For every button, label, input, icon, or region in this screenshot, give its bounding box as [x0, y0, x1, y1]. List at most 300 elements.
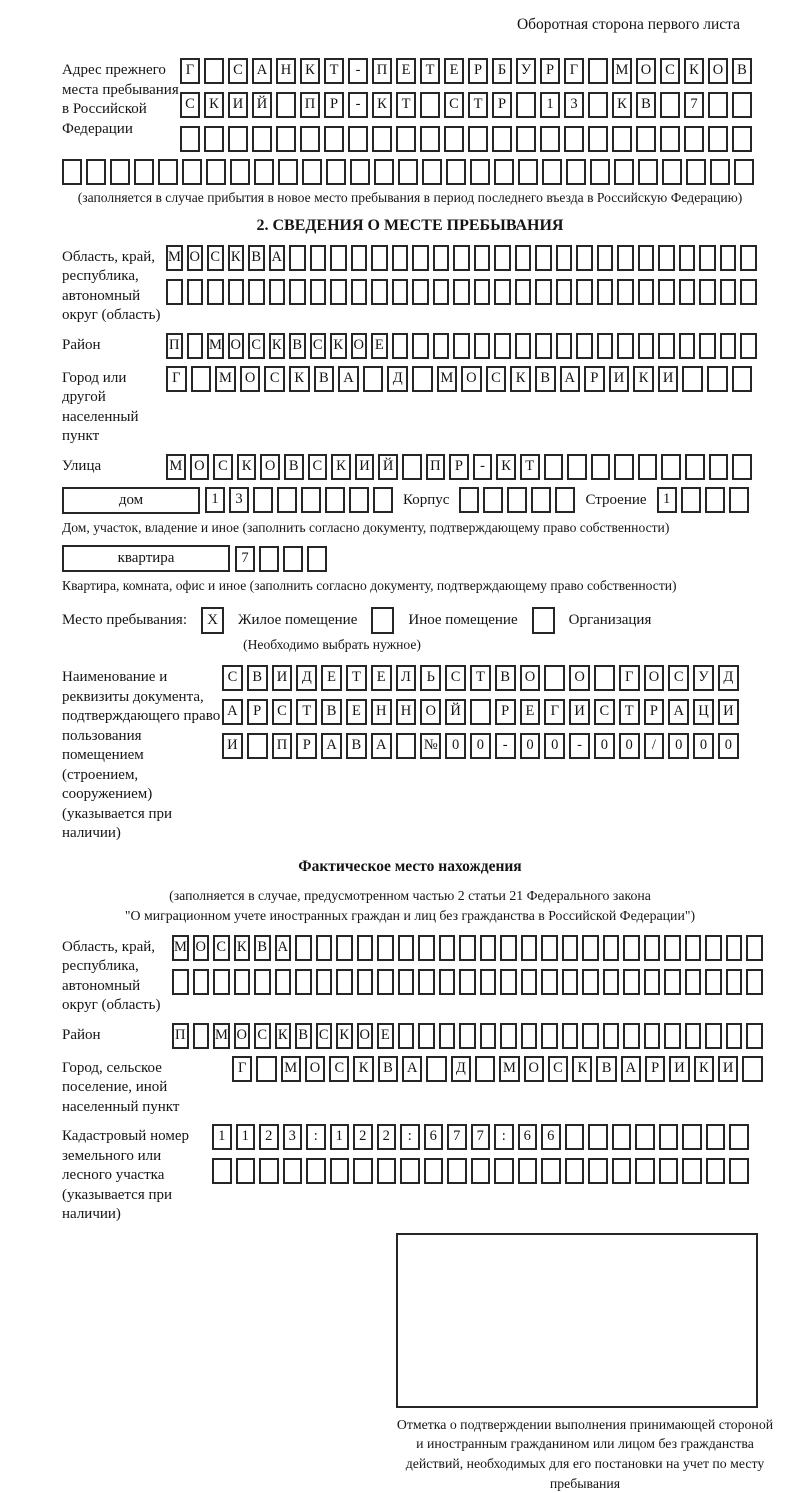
- char-cell[interactable]: Т: [324, 58, 344, 84]
- char-cell[interactable]: 2: [259, 1124, 279, 1150]
- char-cell[interactable]: Л: [396, 665, 417, 691]
- char-cell[interactable]: [187, 333, 204, 359]
- char-cell[interactable]: В: [247, 665, 268, 691]
- char-cell[interactable]: А: [402, 1056, 422, 1082]
- char-cell[interactable]: [521, 935, 538, 961]
- char-cell[interactable]: О: [240, 366, 261, 392]
- char-cell[interactable]: [659, 1158, 679, 1184]
- char-cell[interactable]: П: [300, 92, 320, 118]
- char-cell[interactable]: В: [596, 1056, 616, 1082]
- char-cell[interactable]: С: [248, 333, 265, 359]
- char-cell[interactable]: [682, 1158, 702, 1184]
- char-cell[interactable]: [248, 279, 265, 305]
- char-cell[interactable]: Б: [492, 58, 512, 84]
- char-cell[interactable]: Т: [468, 92, 488, 118]
- char-cell[interactable]: П: [272, 733, 293, 759]
- cadastral-row-1[interactable]: [212, 1124, 749, 1150]
- char-cell[interactable]: [582, 1023, 599, 1049]
- char-cell[interactable]: [515, 333, 532, 359]
- char-cell[interactable]: [402, 454, 422, 480]
- char-cell[interactable]: [353, 1158, 373, 1184]
- char-cell[interactable]: :: [400, 1124, 420, 1150]
- char-cell[interactable]: 7: [447, 1124, 467, 1150]
- char-cell[interactable]: [720, 333, 737, 359]
- char-cell[interactable]: [412, 333, 429, 359]
- char-cell[interactable]: [565, 1124, 585, 1150]
- char-cell[interactable]: [300, 126, 320, 152]
- char-cell[interactable]: 0: [544, 733, 565, 759]
- char-cell[interactable]: [158, 159, 178, 185]
- char-cell[interactable]: [483, 487, 503, 513]
- char-cell[interactable]: Р: [324, 92, 344, 118]
- char-cell[interactable]: [682, 1124, 702, 1150]
- char-cell[interactable]: [492, 126, 512, 152]
- char-cell[interactable]: [685, 1023, 702, 1049]
- char-cell[interactable]: [518, 159, 538, 185]
- char-cell[interactable]: Р: [247, 699, 268, 725]
- char-cell[interactable]: [134, 159, 154, 185]
- char-cell[interactable]: [617, 245, 634, 271]
- char-cell[interactable]: [706, 1124, 726, 1150]
- char-cell[interactable]: [392, 245, 409, 271]
- char-cell[interactable]: -: [473, 454, 493, 480]
- char-cell[interactable]: [480, 935, 497, 961]
- char-cell[interactable]: В: [636, 92, 656, 118]
- char-cell[interactable]: К: [684, 58, 704, 84]
- char-cell[interactable]: И: [222, 733, 243, 759]
- char-cell[interactable]: 0: [619, 733, 640, 759]
- char-cell[interactable]: [439, 969, 456, 995]
- char-cell[interactable]: А: [338, 366, 359, 392]
- char-cell[interactable]: 0: [520, 733, 541, 759]
- char-cell[interactable]: С: [548, 1056, 568, 1082]
- char-cell[interactable]: А: [269, 245, 286, 271]
- char-cell[interactable]: И: [609, 366, 630, 392]
- char-cell[interactable]: /: [644, 733, 665, 759]
- char-cell[interactable]: Р: [644, 699, 665, 725]
- char-cell[interactable]: [253, 487, 273, 513]
- char-cell[interactable]: К: [372, 92, 392, 118]
- char-cell[interactable]: [556, 279, 573, 305]
- char-cell[interactable]: [468, 126, 488, 152]
- char-cell[interactable]: 1: [212, 1124, 232, 1150]
- char-cell[interactable]: [597, 333, 614, 359]
- char-cell[interactable]: В: [314, 366, 335, 392]
- char-cell[interactable]: [247, 733, 268, 759]
- char-cell[interactable]: [597, 245, 614, 271]
- district-row[interactable]: [166, 333, 757, 359]
- char-cell[interactable]: О: [193, 935, 210, 961]
- char-cell[interactable]: А: [321, 733, 342, 759]
- char-cell[interactable]: С: [594, 699, 615, 725]
- char-cell[interactable]: [446, 159, 466, 185]
- char-cell[interactable]: 1: [657, 487, 677, 513]
- region3-row-2[interactable]: [172, 969, 763, 995]
- char-cell[interactable]: 7: [471, 1124, 491, 1150]
- char-cell[interactable]: 0: [718, 733, 739, 759]
- char-cell[interactable]: С: [213, 935, 230, 961]
- char-cell[interactable]: [62, 159, 82, 185]
- char-cell[interactable]: К: [331, 454, 351, 480]
- char-cell[interactable]: [289, 245, 306, 271]
- char-cell[interactable]: [685, 454, 705, 480]
- char-cell[interactable]: П: [372, 58, 392, 84]
- char-cell[interactable]: [746, 935, 763, 961]
- char-cell[interactable]: [635, 1124, 655, 1150]
- char-cell[interactable]: Д: [387, 366, 408, 392]
- char-cell[interactable]: [612, 1124, 632, 1150]
- apartment-cells[interactable]: [235, 546, 327, 572]
- char-cell[interactable]: 2: [377, 1124, 397, 1150]
- char-cell[interactable]: [614, 159, 634, 185]
- char-cell[interactable]: Г: [619, 665, 640, 691]
- char-cell[interactable]: [307, 546, 327, 572]
- char-cell[interactable]: [193, 969, 210, 995]
- char-cell[interactable]: [705, 1023, 722, 1049]
- char-cell[interactable]: [433, 245, 450, 271]
- char-cell[interactable]: [204, 126, 224, 152]
- district3-row[interactable]: [172, 1023, 763, 1049]
- char-cell[interactable]: [349, 487, 369, 513]
- char-cell[interactable]: -: [569, 733, 590, 759]
- char-cell[interactable]: [310, 245, 327, 271]
- char-cell[interactable]: [302, 159, 322, 185]
- char-cell[interactable]: [603, 935, 620, 961]
- char-cell[interactable]: [330, 1158, 350, 1184]
- char-cell[interactable]: О: [357, 1023, 374, 1049]
- char-cell[interactable]: О: [234, 1023, 251, 1049]
- city-row[interactable]: [166, 366, 752, 392]
- char-cell[interactable]: Е: [520, 699, 541, 725]
- char-cell[interactable]: М: [437, 366, 458, 392]
- char-cell[interactable]: К: [572, 1056, 592, 1082]
- prev-address-row-3[interactable]: [180, 126, 752, 152]
- char-cell[interactable]: М: [166, 454, 186, 480]
- char-cell[interactable]: [732, 366, 753, 392]
- char-cell[interactable]: 7: [684, 92, 704, 118]
- korpus-cells[interactable]: [459, 487, 575, 513]
- char-cell[interactable]: [426, 1056, 446, 1082]
- char-cell[interactable]: С: [264, 366, 285, 392]
- char-cell[interactable]: В: [284, 454, 304, 480]
- char-cell[interactable]: [562, 1023, 579, 1049]
- char-cell[interactable]: -: [348, 58, 368, 84]
- char-cell[interactable]: [556, 245, 573, 271]
- char-cell[interactable]: [685, 969, 702, 995]
- char-cell[interactable]: [444, 126, 464, 152]
- char-cell[interactable]: [635, 1158, 655, 1184]
- char-cell[interactable]: [398, 935, 415, 961]
- char-cell[interactable]: [316, 935, 333, 961]
- char-cell[interactable]: [658, 245, 675, 271]
- char-cell[interactable]: [707, 366, 728, 392]
- document-row-1[interactable]: [222, 665, 739, 691]
- stay-checkbox-dwelling[interactable]: X: [201, 607, 224, 634]
- char-cell[interactable]: [638, 333, 655, 359]
- char-cell[interactable]: [398, 1023, 415, 1049]
- char-cell[interactable]: [439, 1023, 456, 1049]
- char-cell[interactable]: [588, 1124, 608, 1150]
- char-cell[interactable]: [729, 487, 749, 513]
- char-cell[interactable]: [644, 1023, 661, 1049]
- char-cell[interactable]: Н: [276, 58, 296, 84]
- char-cell[interactable]: [363, 366, 384, 392]
- char-cell[interactable]: [398, 159, 418, 185]
- char-cell[interactable]: О: [260, 454, 280, 480]
- char-cell[interactable]: Р: [296, 733, 317, 759]
- char-cell[interactable]: 3: [229, 487, 249, 513]
- char-cell[interactable]: [710, 159, 730, 185]
- char-cell[interactable]: С: [222, 665, 243, 691]
- char-cell[interactable]: 1: [236, 1124, 256, 1150]
- char-cell[interactable]: Д: [451, 1056, 471, 1082]
- char-cell[interactable]: [518, 1158, 538, 1184]
- char-cell[interactable]: К: [269, 333, 286, 359]
- char-cell[interactable]: 0: [594, 733, 615, 759]
- char-cell[interactable]: [439, 935, 456, 961]
- char-cell[interactable]: Е: [371, 333, 388, 359]
- char-cell[interactable]: А: [668, 699, 689, 725]
- document-row-2[interactable]: [222, 699, 739, 725]
- char-cell[interactable]: О: [461, 366, 482, 392]
- char-cell[interactable]: [310, 279, 327, 305]
- char-cell[interactable]: Т: [396, 92, 416, 118]
- char-cell[interactable]: [494, 159, 514, 185]
- char-cell[interactable]: [228, 126, 248, 152]
- char-cell[interactable]: [705, 487, 725, 513]
- char-cell[interactable]: [603, 969, 620, 995]
- char-cell[interactable]: [742, 1056, 762, 1082]
- char-cell[interactable]: Р: [645, 1056, 665, 1082]
- char-cell[interactable]: В: [346, 733, 367, 759]
- char-cell[interactable]: О: [520, 665, 541, 691]
- char-cell[interactable]: [295, 969, 312, 995]
- char-cell[interactable]: [474, 333, 491, 359]
- char-cell[interactable]: Е: [444, 58, 464, 84]
- char-cell[interactable]: К: [496, 454, 516, 480]
- char-cell[interactable]: [566, 159, 586, 185]
- char-cell[interactable]: В: [495, 665, 516, 691]
- char-cell[interactable]: [617, 279, 634, 305]
- char-cell[interactable]: [516, 92, 536, 118]
- char-cell[interactable]: [453, 333, 470, 359]
- char-cell[interactable]: [638, 245, 655, 271]
- char-cell[interactable]: 6: [541, 1124, 561, 1150]
- char-cell[interactable]: Е: [371, 665, 392, 691]
- char-cell[interactable]: [658, 279, 675, 305]
- char-cell[interactable]: У: [516, 58, 536, 84]
- char-cell[interactable]: [306, 1158, 326, 1184]
- char-cell[interactable]: [709, 454, 729, 480]
- char-cell[interactable]: [110, 159, 130, 185]
- char-cell[interactable]: О: [636, 58, 656, 84]
- char-cell[interactable]: М: [166, 245, 183, 271]
- char-cell[interactable]: [256, 1056, 276, 1082]
- char-cell[interactable]: [236, 1158, 256, 1184]
- char-cell[interactable]: Е: [377, 1023, 394, 1049]
- char-cell[interactable]: [660, 126, 680, 152]
- char-cell[interactable]: [86, 159, 106, 185]
- char-cell[interactable]: К: [353, 1056, 373, 1082]
- char-cell[interactable]: [301, 487, 321, 513]
- char-cell[interactable]: [588, 58, 608, 84]
- char-cell[interactable]: 3: [283, 1124, 303, 1150]
- char-cell[interactable]: Й: [252, 92, 272, 118]
- char-cell[interactable]: К: [289, 366, 310, 392]
- char-cell[interactable]: [638, 279, 655, 305]
- char-cell[interactable]: [283, 546, 303, 572]
- char-cell[interactable]: [230, 159, 250, 185]
- region-row-2[interactable]: [166, 279, 757, 305]
- char-cell[interactable]: [686, 159, 706, 185]
- char-cell[interactable]: [515, 245, 532, 271]
- char-cell[interactable]: 1: [540, 92, 560, 118]
- char-cell[interactable]: [617, 333, 634, 359]
- char-cell[interactable]: [374, 159, 394, 185]
- char-cell[interactable]: С: [207, 245, 224, 271]
- char-cell[interactable]: [681, 487, 701, 513]
- char-cell[interactable]: [276, 92, 296, 118]
- char-cell[interactable]: [591, 454, 611, 480]
- char-cell[interactable]: 7: [235, 546, 255, 572]
- char-cell[interactable]: [418, 935, 435, 961]
- char-cell[interactable]: [588, 92, 608, 118]
- char-cell[interactable]: С: [228, 58, 248, 84]
- char-cell[interactable]: 1: [330, 1124, 350, 1150]
- char-cell[interactable]: [708, 92, 728, 118]
- char-cell[interactable]: А: [252, 58, 272, 84]
- char-cell[interactable]: [500, 935, 517, 961]
- char-cell[interactable]: [638, 159, 658, 185]
- char-cell[interactable]: [699, 245, 716, 271]
- char-cell[interactable]: Т: [420, 58, 440, 84]
- char-cell[interactable]: [377, 1158, 397, 1184]
- char-cell[interactable]: [705, 935, 722, 961]
- char-cell[interactable]: [357, 935, 374, 961]
- char-cell[interactable]: К: [633, 366, 654, 392]
- document-row-3[interactable]: [222, 733, 739, 759]
- char-cell[interactable]: -: [348, 92, 368, 118]
- stay-checkbox-other[interactable]: [371, 607, 394, 634]
- char-cell[interactable]: [729, 1124, 749, 1150]
- char-cell[interactable]: О: [524, 1056, 544, 1082]
- char-cell[interactable]: М: [281, 1056, 301, 1082]
- char-cell[interactable]: [564, 126, 584, 152]
- char-cell[interactable]: К: [228, 245, 245, 271]
- char-cell[interactable]: [475, 1056, 495, 1082]
- char-cell[interactable]: [541, 1158, 561, 1184]
- char-cell[interactable]: Т: [296, 699, 317, 725]
- char-cell[interactable]: С: [254, 1023, 271, 1049]
- char-cell[interactable]: [740, 279, 757, 305]
- stay-checkbox-organization[interactable]: [532, 607, 555, 634]
- char-cell[interactable]: К: [612, 92, 632, 118]
- char-cell[interactable]: В: [732, 58, 752, 84]
- char-cell[interactable]: [326, 159, 346, 185]
- char-cell[interactable]: [720, 245, 737, 271]
- char-cell[interactable]: [597, 279, 614, 305]
- char-cell[interactable]: [234, 969, 251, 995]
- char-cell[interactable]: М: [499, 1056, 519, 1082]
- char-cell[interactable]: Г: [564, 58, 584, 84]
- char-cell[interactable]: [664, 969, 681, 995]
- char-cell[interactable]: 2: [353, 1124, 373, 1150]
- char-cell[interactable]: М: [215, 366, 236, 392]
- char-cell[interactable]: [535, 333, 552, 359]
- char-cell[interactable]: :: [494, 1124, 514, 1150]
- char-cell[interactable]: [191, 366, 212, 392]
- char-cell[interactable]: [207, 279, 224, 305]
- char-cell[interactable]: [660, 92, 680, 118]
- char-cell[interactable]: А: [371, 733, 392, 759]
- char-cell[interactable]: И: [658, 366, 679, 392]
- char-cell[interactable]: [562, 969, 579, 995]
- char-cell[interactable]: [685, 935, 702, 961]
- char-cell[interactable]: Г: [544, 699, 565, 725]
- char-cell[interactable]: [213, 969, 230, 995]
- char-cell[interactable]: К: [300, 58, 320, 84]
- char-cell[interactable]: [433, 333, 450, 359]
- char-cell[interactable]: С: [445, 665, 466, 691]
- char-cell[interactable]: [412, 366, 433, 392]
- cadastral-row-2[interactable]: [212, 1158, 749, 1184]
- char-cell[interactable]: [295, 935, 312, 961]
- char-cell[interactable]: [377, 969, 394, 995]
- char-cell[interactable]: И: [718, 1056, 738, 1082]
- char-cell[interactable]: И: [272, 665, 293, 691]
- char-cell[interactable]: [212, 1158, 232, 1184]
- char-cell[interactable]: [708, 126, 728, 152]
- char-cell[interactable]: [470, 159, 490, 185]
- char-cell[interactable]: С: [308, 454, 328, 480]
- char-cell[interactable]: [453, 279, 470, 305]
- char-cell[interactable]: [658, 333, 675, 359]
- char-cell[interactable]: [531, 487, 551, 513]
- char-cell[interactable]: В: [295, 1023, 312, 1049]
- char-cell[interactable]: В: [289, 333, 306, 359]
- char-cell[interactable]: [351, 279, 368, 305]
- city3-row[interactable]: [232, 1056, 763, 1082]
- char-cell[interactable]: [623, 969, 640, 995]
- char-cell[interactable]: В: [254, 935, 271, 961]
- char-cell[interactable]: [729, 1158, 749, 1184]
- char-cell[interactable]: [515, 279, 532, 305]
- char-cell[interactable]: К: [694, 1056, 714, 1082]
- char-cell[interactable]: [412, 245, 429, 271]
- char-cell[interactable]: В: [321, 699, 342, 725]
- char-cell[interactable]: [392, 333, 409, 359]
- char-cell[interactable]: Р: [540, 58, 560, 84]
- char-cell[interactable]: [540, 126, 560, 152]
- char-cell[interactable]: [371, 245, 388, 271]
- char-cell[interactable]: [746, 1023, 763, 1049]
- char-cell[interactable]: Р: [495, 699, 516, 725]
- char-cell[interactable]: К: [275, 1023, 292, 1049]
- char-cell[interactable]: М: [612, 58, 632, 84]
- char-cell[interactable]: П: [166, 333, 183, 359]
- char-cell[interactable]: К: [237, 454, 257, 480]
- char-cell[interactable]: [732, 92, 752, 118]
- char-cell[interactable]: Д: [296, 665, 317, 691]
- char-cell[interactable]: [623, 935, 640, 961]
- char-cell[interactable]: [623, 1023, 640, 1049]
- char-cell[interactable]: С: [310, 333, 327, 359]
- house-cells[interactable]: [205, 487, 393, 513]
- char-cell[interactable]: [392, 279, 409, 305]
- char-cell[interactable]: [474, 279, 491, 305]
- char-cell[interactable]: [459, 487, 479, 513]
- char-cell[interactable]: В: [535, 366, 556, 392]
